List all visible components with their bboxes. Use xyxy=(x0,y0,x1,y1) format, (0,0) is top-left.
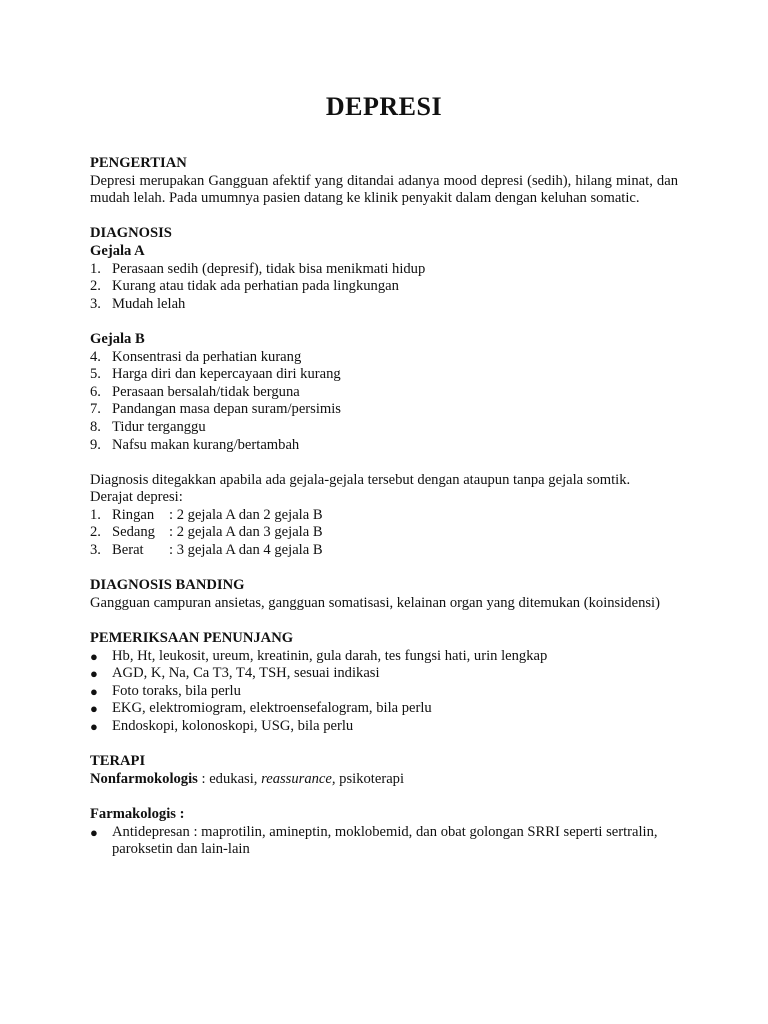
gejala-a-heading: Gejala A xyxy=(90,242,145,259)
list-item xyxy=(90,261,678,279)
derajat-list xyxy=(90,507,678,560)
list-item xyxy=(90,700,678,718)
list-item xyxy=(90,419,678,437)
gejala-a-list xyxy=(90,261,678,314)
list-item xyxy=(90,648,678,666)
diagnosis-banding-heading: DIAGNOSIS BANDING xyxy=(90,577,245,594)
item-number: 3. xyxy=(90,295,101,312)
derajat-label: Derajat depresi: xyxy=(90,489,183,506)
item-text: : 2 gejala A dan 3 gejala B xyxy=(169,524,323,541)
item-text: Perasaan bersalah/tidak berguna xyxy=(112,383,300,400)
item-number: 2. xyxy=(90,278,101,295)
list-item xyxy=(90,366,678,384)
nonfarmakologis-rest: psikoterapi xyxy=(335,770,405,787)
list-item xyxy=(90,384,678,402)
list-item xyxy=(90,824,678,859)
item-text: Endoskopi, kolonoskopi, USG, bila perlu xyxy=(112,718,354,734)
document-body xyxy=(90,155,678,859)
item-number: 6. xyxy=(90,383,101,400)
pemeriksaan-list xyxy=(90,648,678,736)
pemeriksaan-heading: PEMERIKSAAN PENUNJANG xyxy=(90,630,294,647)
farmakologis-label: Farmakologis : xyxy=(90,805,185,822)
document-title: DEPRESI xyxy=(325,92,443,121)
farmakologis-list xyxy=(90,824,678,859)
diagnosis-heading: DIAGNOSIS xyxy=(90,225,172,242)
list-item xyxy=(90,718,678,736)
item-text: Konsentrasi da perhatian kurang xyxy=(112,348,302,365)
item-number: 1. xyxy=(90,260,101,277)
list-item xyxy=(90,665,678,683)
pengertian-heading: PENGERTIAN xyxy=(90,155,187,171)
list-item xyxy=(90,507,678,525)
derajat-level: Berat xyxy=(112,542,144,559)
bullet-icon: ● xyxy=(90,719,98,734)
item-number: 3. xyxy=(90,542,101,559)
list-item xyxy=(90,349,678,367)
list-item xyxy=(90,524,678,542)
item-number: 8. xyxy=(90,418,101,435)
nonfarmakologis-line xyxy=(90,771,678,789)
nonfarmakologis-sep: : edukasi, xyxy=(197,770,262,787)
item-text: EKG, elektromiogram, elektroensefalogram, bila perlu xyxy=(112,700,432,717)
nonfarmakologis-label: Nonfarmokologis xyxy=(90,770,198,787)
item-number: 4. xyxy=(90,348,101,365)
list-item xyxy=(90,683,678,701)
diagnosis-banding-text: Gangguan campuran ansietas, gangguan somatisasi, kelainan organ yang ditemukan (koinsidensi) xyxy=(90,594,660,611)
item-number: 9. xyxy=(90,436,101,453)
list-item xyxy=(90,296,678,314)
pengertian-text: Depresi merupakan Gangguan afektif yang ditandai adanya mood depresi (sedih), hilang minat, dan mudah lelah. Pada umumnya pasien datang ke klinik penyakit dalam dengan keluhan somatic. xyxy=(90,172,678,207)
list-item xyxy=(90,542,678,560)
item-text: Mudah lelah xyxy=(112,295,186,312)
derajat-level: Ringan xyxy=(112,506,155,523)
gejala-b-heading: Gejala B xyxy=(90,330,145,347)
bullet-icon: ● xyxy=(90,701,98,717)
item-text: Tidur terganggu xyxy=(112,418,206,435)
item-text: Harga diri dan kepercayaan diri kurang xyxy=(112,366,341,383)
bullet-icon: ● xyxy=(90,648,98,664)
diagnosis-note: Diagnosis ditegakkan apabila ada gejala-gejala tersebut dengan ataupun tanpa gejala somtik. xyxy=(90,471,631,488)
item-text: Nafsu makan kurang/bertambah xyxy=(112,436,300,453)
item-number: 1. xyxy=(90,506,101,523)
item-number: 5. xyxy=(90,366,101,383)
item-number: 7. xyxy=(90,401,101,418)
gejala-b-list xyxy=(90,349,678,455)
item-text: Kurang atau tidak ada perhatian pada lingkungan xyxy=(112,278,399,295)
bullet-icon: ● xyxy=(90,683,98,699)
derajat-level: Sedang xyxy=(112,524,155,541)
item-text: AGD, K, Na, Ca T3, T4, TSH, sesuai indikasi xyxy=(112,665,380,682)
bullet-icon: ● xyxy=(90,666,98,682)
item-text: Perasaan sedih (depresif), tidak bisa menikmati hidup xyxy=(112,260,426,277)
item-text: : 3 gejala A dan 4 gejala B xyxy=(169,542,323,559)
bullet-icon: ● xyxy=(90,824,98,840)
item-text: Antidepresan : maprotilin, amineptin, moklobemid, dan obat golongan SRRI seperti sertralin, paroksetin dan lain-lain xyxy=(112,823,658,858)
item-text: Pandangan masa depan suram/persimis xyxy=(112,401,341,418)
list-item xyxy=(90,401,678,419)
item-text: Hb, Ht, leukosit, ureum, kreatinin, gula darah, tes fungsi hati, urin lengkap xyxy=(112,647,548,664)
nonfarmakologis-italic: reassurance, xyxy=(261,770,336,787)
terapi-heading: TERAPI xyxy=(90,753,146,770)
item-text: : 2 gejala A dan 2 gejala B xyxy=(169,506,323,523)
list-item xyxy=(90,278,678,296)
item-number: 2. xyxy=(90,524,101,541)
item-text: Foto toraks, bila perlu xyxy=(112,682,241,699)
list-item xyxy=(90,437,678,455)
